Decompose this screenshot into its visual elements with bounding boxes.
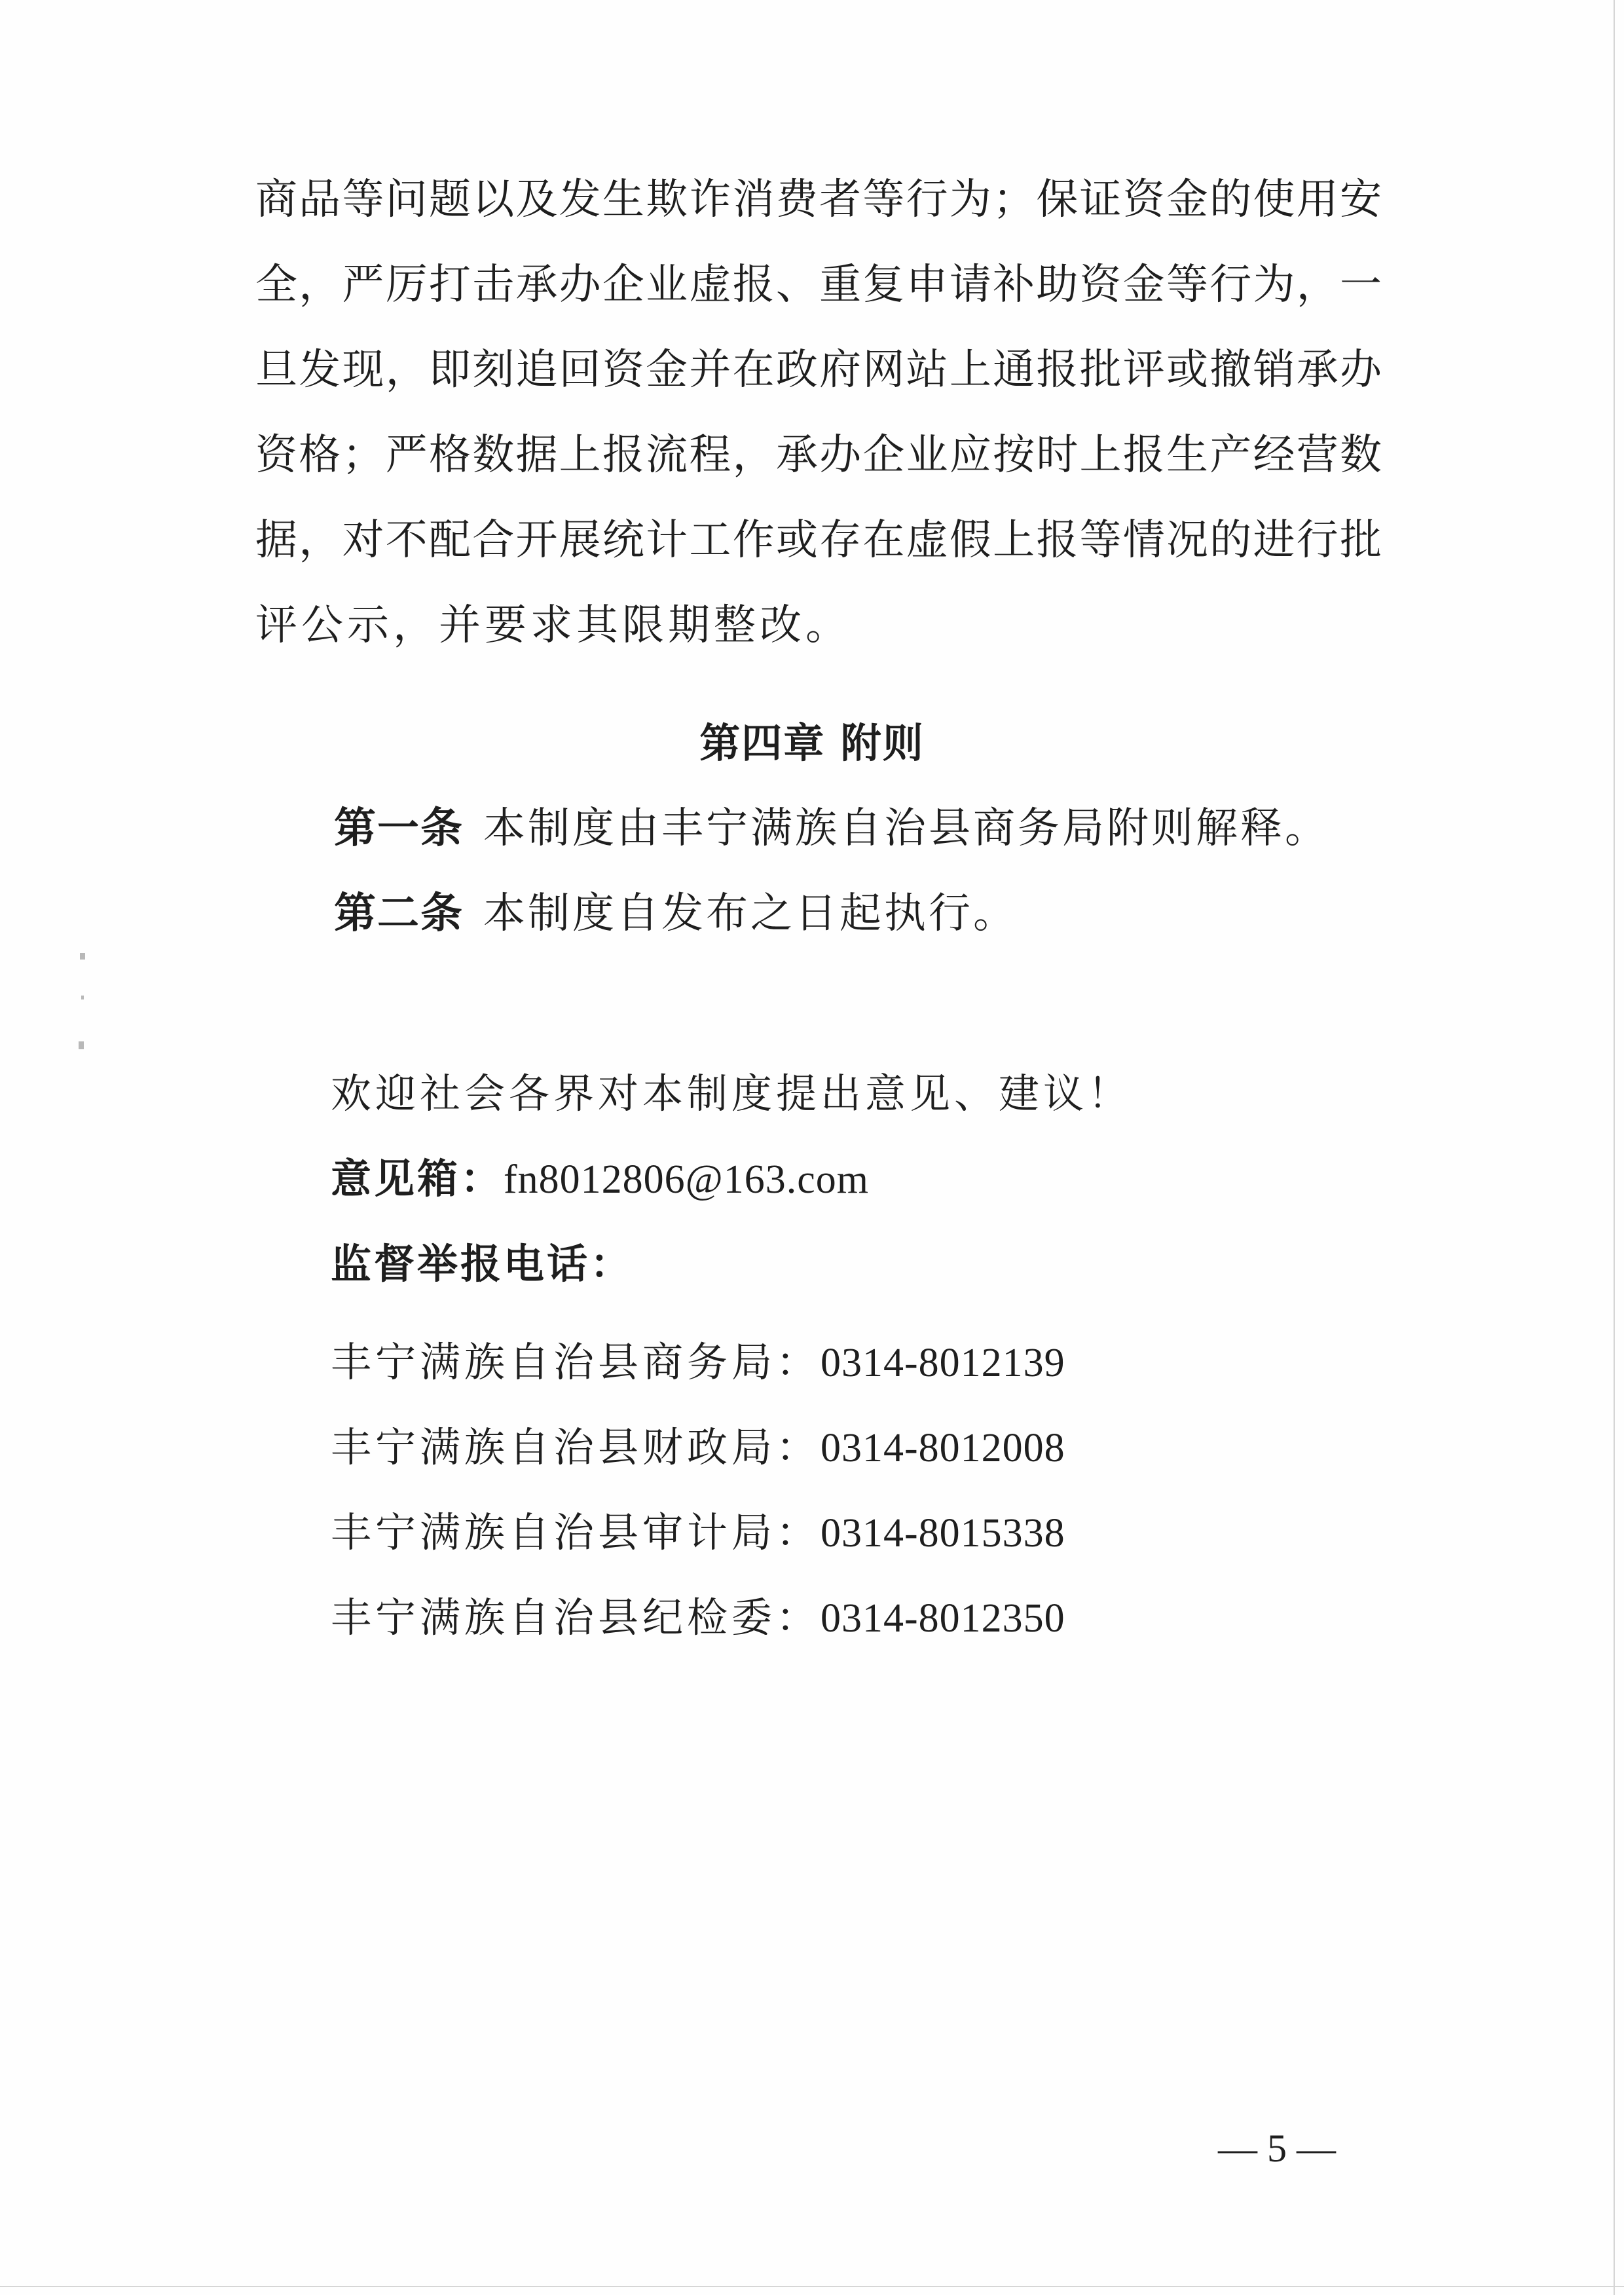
hotline-org: 丰宁满族自治县审计局： <box>331 1508 821 1556</box>
article-2 <box>334 887 1018 940</box>
article-text: 本制度由丰宁满族自治县商务局附则解释。 <box>483 804 1329 853</box>
body-line: 全，严厉打击承办企业虚报、重复申请补助资金等行为，一 <box>255 261 1382 309</box>
article-label: 第一条 <box>334 804 464 853</box>
page-number: — 5 — <box>1218 2127 1336 2170</box>
article-label: 第二条 <box>334 889 464 938</box>
scan-edge <box>0 2286 1624 2287</box>
scan-edge <box>1614 0 1615 2295</box>
mailbox-label: 意见箱： <box>331 1155 504 1203</box>
body-line: 旦发现，即刻追回资金并在政府网站上通报批评或撤销承办 <box>255 346 1382 394</box>
article-text: 本制度自发布之日起执行。 <box>483 889 1018 938</box>
hotline-item <box>331 1336 1065 1389</box>
scan-mark <box>80 953 85 960</box>
hotline-item <box>331 1592 1065 1645</box>
article-1 <box>334 802 1329 855</box>
hotline-label: 监督举报电话： <box>331 1240 634 1288</box>
hotline-phone: 0314-8012139 <box>821 1341 1065 1385</box>
hotline-phone: 0314-8012008 <box>821 1426 1065 1470</box>
body-line: 商品等问题以及发生欺诈消费者等行为；保证资金的使用安 <box>255 176 1382 224</box>
mailbox-email[interactable]: fn8012806@163.com <box>504 1157 870 1202</box>
chapter-title: 第四章 附则 <box>699 719 925 767</box>
hotline-phone: 0314-8015338 <box>821 1511 1065 1556</box>
hotline-item <box>331 1506 1065 1559</box>
body-line: 评公示，并要求其限期整改。 <box>255 601 851 650</box>
hotline-org: 丰宁满族自治县财政局： <box>331 1423 821 1471</box>
hotline-phone: 0314-8012350 <box>821 1596 1065 1641</box>
hotline-heading <box>331 1238 633 1290</box>
hotline-org: 丰宁满族自治县商务局： <box>331 1338 821 1386</box>
scan-mark <box>79 1041 84 1049</box>
body-line: 资格；严格数据上报流程，承办企业应按时上报生产经营数 <box>255 431 1382 479</box>
mailbox-line <box>331 1153 869 1206</box>
hotline-item <box>331 1421 1065 1474</box>
body-line: 据，对不配合开展统计工作或存在虚假上报等情况的进行批 <box>255 516 1382 565</box>
hotline-org: 丰宁满族自治县纪检委： <box>331 1594 821 1641</box>
welcome-text: 欢迎社会各界对本制度提出意见、建议！ <box>331 1070 1133 1117</box>
scan-mark <box>81 996 84 999</box>
